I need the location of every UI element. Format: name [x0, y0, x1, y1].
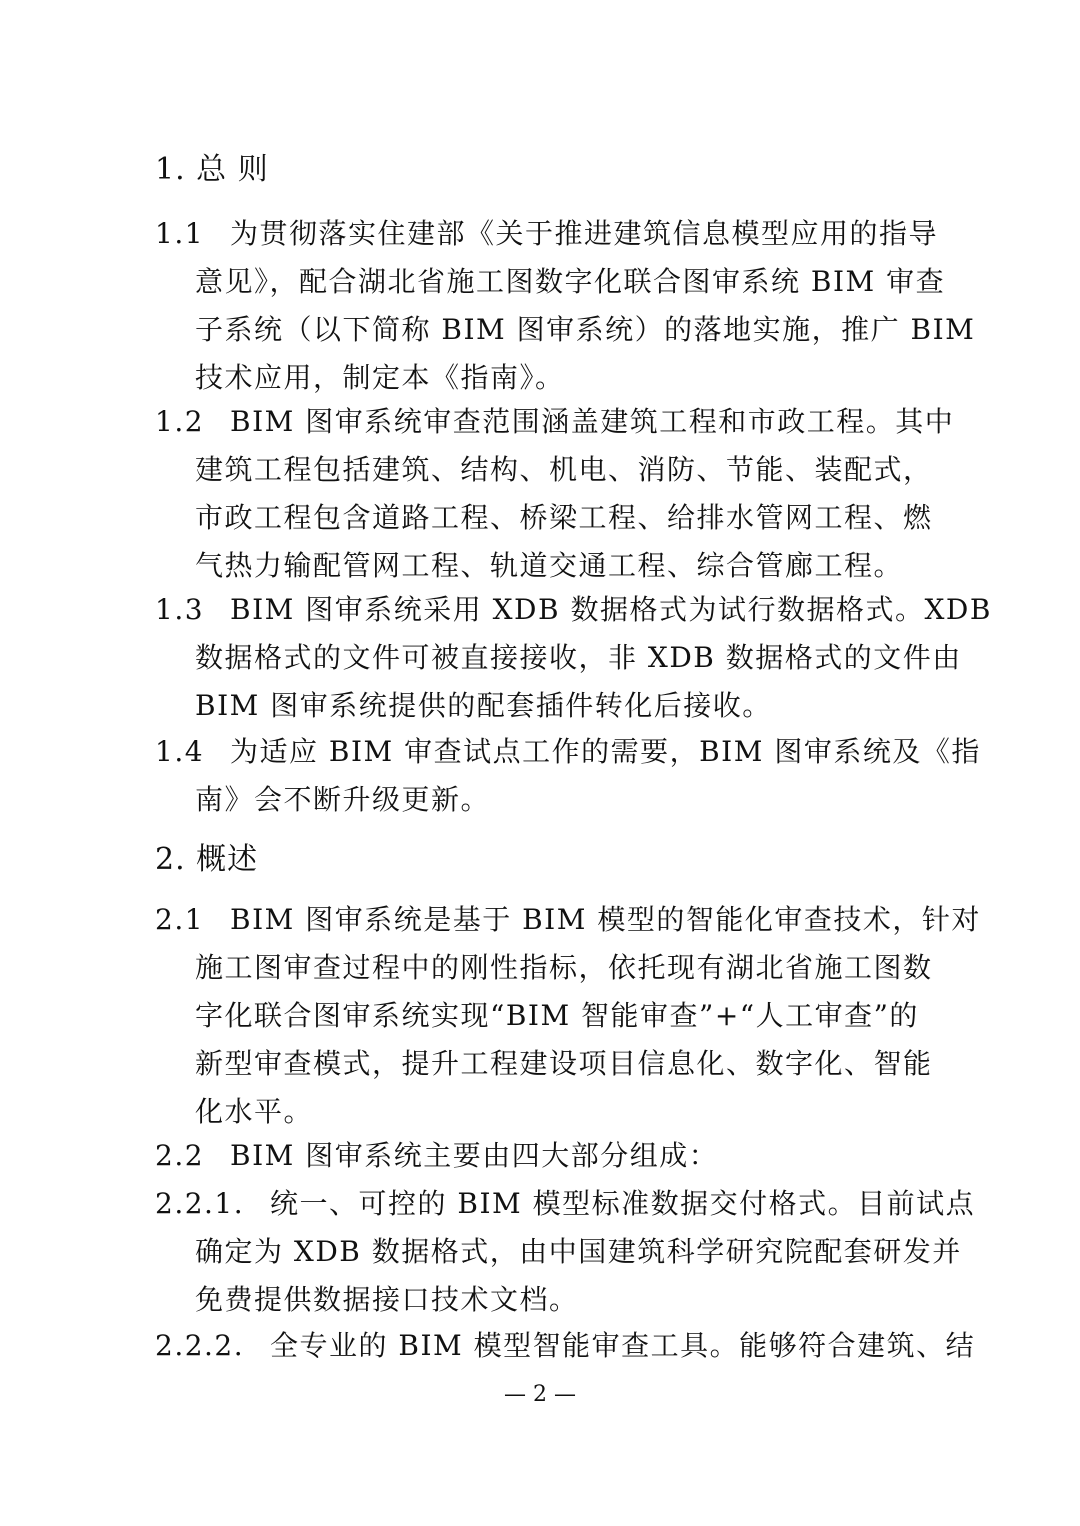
clause-number: 2.2.2. [155, 1329, 245, 1362]
paragraph-line: 数据格式的文件可被直接接收，非 XDB 数据格式的文件由 [195, 641, 962, 674]
paragraph-1-4 [155, 728, 981, 824]
paragraph-text: 为适应 BIM 审查试点工作的需要，BIM 图审系统及《指 [230, 735, 981, 768]
paragraph-2-1 [155, 896, 981, 1136]
paragraph-line: 免费提供数据接口技术文档。 [195, 1283, 579, 1316]
paragraph-line: 确定为 XDB 数据格式，由中国建筑科学研究院配套研发并 [195, 1235, 962, 1268]
section-heading: 1. 总 则 [155, 152, 269, 187]
paragraph-line [155, 210, 939, 258]
clause-number: 1.3 [155, 593, 205, 626]
paragraph-2-2-1 [155, 1180, 976, 1324]
paragraph-line [155, 1322, 976, 1370]
paragraph-line: 字化联合图审系统实现“BIM 智能审查”+“人工审查”的 [195, 999, 919, 1032]
paragraph-line: 建筑工程包括建筑、结构、机电、消防、节能、装配式， [195, 453, 933, 486]
paragraph-line: 子系统（以下简称 BIM 图审系统）的落地实施，推广 BIM [195, 313, 976, 346]
paragraph-line [155, 1132, 925, 1180]
clause-number: 1.4 [155, 735, 205, 768]
paragraph-line: 技术应用，制定本《指南》。 [195, 361, 565, 394]
paragraph-text: BIM 图审系统是基于 BIM 模型的智能化审查技术，针对 [230, 903, 981, 936]
paragraph-line: 南》会不断升级更新。 [195, 783, 491, 816]
clause-number: 2.2 [155, 1139, 205, 1172]
paragraph-line [155, 896, 981, 944]
paragraph-line: 施工图审查过程中的刚性指标，依托现有湖北省施工图数 [195, 951, 933, 984]
paragraph-line [155, 398, 955, 446]
clause-number: 2.1 [155, 903, 205, 936]
clause-number: 2.2.1. [155, 1187, 245, 1220]
paragraph-line [155, 728, 981, 776]
paragraph-line: BIM 图审系统提供的配套插件转化后接收。 [195, 689, 772, 722]
paragraph-2-2-2 [155, 1322, 976, 1370]
clause-number: 1.2 [155, 405, 205, 438]
paragraph-1-2 [155, 398, 955, 590]
paragraph-text: 全专业的 BIM 模型智能审查工具。能够符合建筑、结 [270, 1329, 976, 1362]
paragraph-line: 新型审查模式，提升工程建设项目信息化、数字化、智能 [195, 1047, 933, 1080]
clause-number: 1.1 [155, 217, 205, 250]
paragraph-line: 意见》，配合湖北省施工图数字化联合图审系统 BIM 审查 [195, 265, 946, 298]
page-number: — 2 — [504, 1382, 576, 1407]
paragraph-line: 气热力输配管网工程、轨道交通工程、综合管廊工程。 [195, 549, 904, 582]
paragraph-line: 市政工程包含道路工程、桥梁工程、给排水管网工程、燃 [195, 501, 933, 534]
paragraph-2-2 [155, 1132, 925, 1180]
paragraph-text: 为贯彻落实住建部《关于推进建筑信息模型应用的指导 [230, 217, 939, 250]
paragraph-1-3 [155, 586, 992, 730]
paragraph-line [155, 1180, 976, 1228]
paragraph-1-1 [155, 210, 976, 402]
section-heading: 2. 概述 [155, 842, 259, 877]
paragraph-line [155, 586, 992, 634]
paragraph-line: 化水平。 [195, 1095, 314, 1128]
paragraph-text: BIM 图审系统采用 XDB 数据格式为试行数据格式。XDB [230, 593, 992, 626]
paragraph-text: BIM 图审系统审查范围涵盖建筑工程和市政工程。其中 [230, 405, 955, 438]
paragraph-text: 统一、可控的 BIM 模型标准数据交付格式。目前试点 [270, 1187, 976, 1220]
paragraph-text: BIM 图审系统主要由四大部分组成： [230, 1139, 719, 1172]
